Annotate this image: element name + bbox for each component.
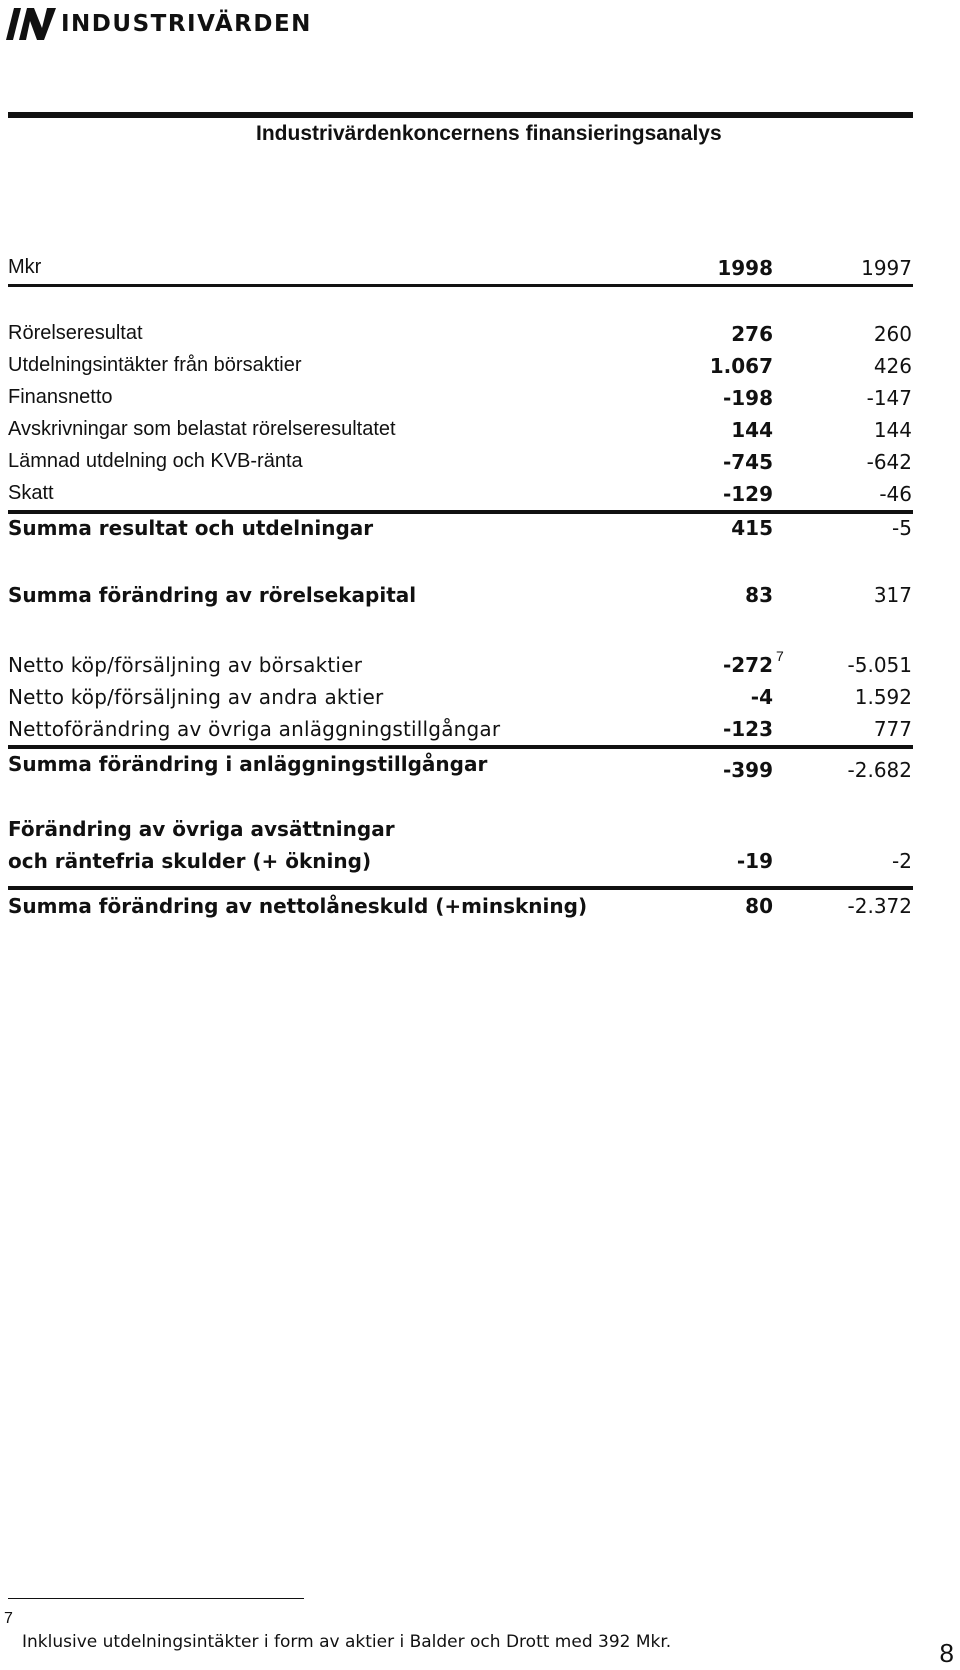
value-1998: 415 <box>731 516 773 540</box>
value-1997: 1.592 <box>854 685 912 709</box>
table-row <box>8 849 913 879</box>
value-1997: -147 <box>866 386 912 410</box>
value-1997: -642 <box>866 450 912 474</box>
row-label: Rörelseresultat <box>8 322 143 344</box>
value-1997: -5 <box>892 516 912 540</box>
subtotal-row <box>8 516 913 546</box>
row-label: Summa resultat och utdelningar <box>8 516 374 540</box>
column-header-1997: 1997 <box>861 256 912 280</box>
subtotal-rule <box>8 510 913 514</box>
header-rule <box>8 284 913 287</box>
table-row <box>8 482 913 512</box>
row-label: Förändring av övriga avsättningar <box>8 817 395 841</box>
company-logo <box>4 4 312 44</box>
row-label: Summa förändring av nettolåneskuld (+minskning) <box>8 894 588 918</box>
row-label: Summa förändring av rörelsekapital <box>8 583 417 607</box>
value-1998: -399 <box>722 758 773 782</box>
value-1998: -272 <box>722 653 773 677</box>
value-1997: -5.051 <box>847 653 912 677</box>
value-1998: 83 <box>745 583 773 607</box>
row-label: Nettoförändring av övriga anläggningstillgångar <box>8 717 501 741</box>
row-label: Finansnetto <box>8 386 113 408</box>
table-row <box>8 685 913 715</box>
value-1998: -745 <box>722 450 773 474</box>
top-rule <box>8 112 913 118</box>
value-1997: 260 <box>873 322 912 346</box>
value-1997: 317 <box>873 583 912 607</box>
subtotal-row <box>8 752 913 782</box>
row-label: och räntefria skulder (+ ökning) <box>8 849 372 873</box>
company-logo-text: INDUSTRIVÄRDEN <box>61 11 312 37</box>
row-label: Lämnad utdelning och KVB-ränta <box>8 450 303 472</box>
value-1997: 426 <box>873 354 912 378</box>
value-1998: 144 <box>731 418 773 442</box>
total-rule <box>8 886 913 890</box>
value-1997: -46 <box>879 482 912 506</box>
value-1998: -129 <box>722 482 773 506</box>
page-title: Industrivärdenkoncernens finansieringsanalys <box>256 122 722 145</box>
row-label: Netto köp/försäljning av andra aktier <box>8 685 384 709</box>
table-row <box>8 386 913 416</box>
row-label: Skatt <box>8 482 54 504</box>
footnote-reference: 7 <box>776 648 784 664</box>
row-label: Avskrivningar som belastat rörelseresultatet <box>8 418 396 440</box>
footnote-text: Inklusive utdelningsintäkter i form av aktier i Balder och Drott med 392 Mkr. <box>22 1632 672 1652</box>
subtotal-rule <box>8 745 913 749</box>
row-label: Netto köp/försäljning av börsaktier <box>8 653 363 677</box>
company-logo-mark-icon <box>4 6 58 42</box>
value-1997: -2.372 <box>847 894 912 918</box>
value-1997: 144 <box>873 418 912 442</box>
page-number: 8 <box>939 1638 954 1668</box>
row-label: Summa förändring i anläggningstillgångar <box>8 752 488 776</box>
table-row <box>8 354 913 384</box>
footnote-rule <box>8 1598 304 1599</box>
table-row <box>8 717 913 747</box>
value-1998: 276 <box>731 322 773 346</box>
table-row <box>8 322 913 352</box>
column-header-1998: 1998 <box>717 256 773 280</box>
table-row <box>8 817 913 847</box>
total-row <box>8 894 913 924</box>
subtotal-row <box>8 583 913 613</box>
value-1998: -198 <box>722 386 773 410</box>
value-1998: 1.067 <box>709 354 773 378</box>
table-row <box>8 418 913 448</box>
value-1997: -2 <box>892 849 912 873</box>
value-1997: -2.682 <box>847 758 912 782</box>
footnote-number: 7 <box>4 1610 13 1627</box>
table-row <box>8 450 913 480</box>
value-1998: 80 <box>745 894 773 918</box>
value-1997: 777 <box>873 717 912 741</box>
table-header-row <box>8 256 913 286</box>
row-label: Utdelningsintäkter från börsaktier <box>8 354 302 376</box>
value-1998: -123 <box>722 717 773 741</box>
value-1998: -19 <box>736 849 773 873</box>
unit-label: Mkr <box>8 256 42 278</box>
value-1998: -4 <box>750 685 773 709</box>
